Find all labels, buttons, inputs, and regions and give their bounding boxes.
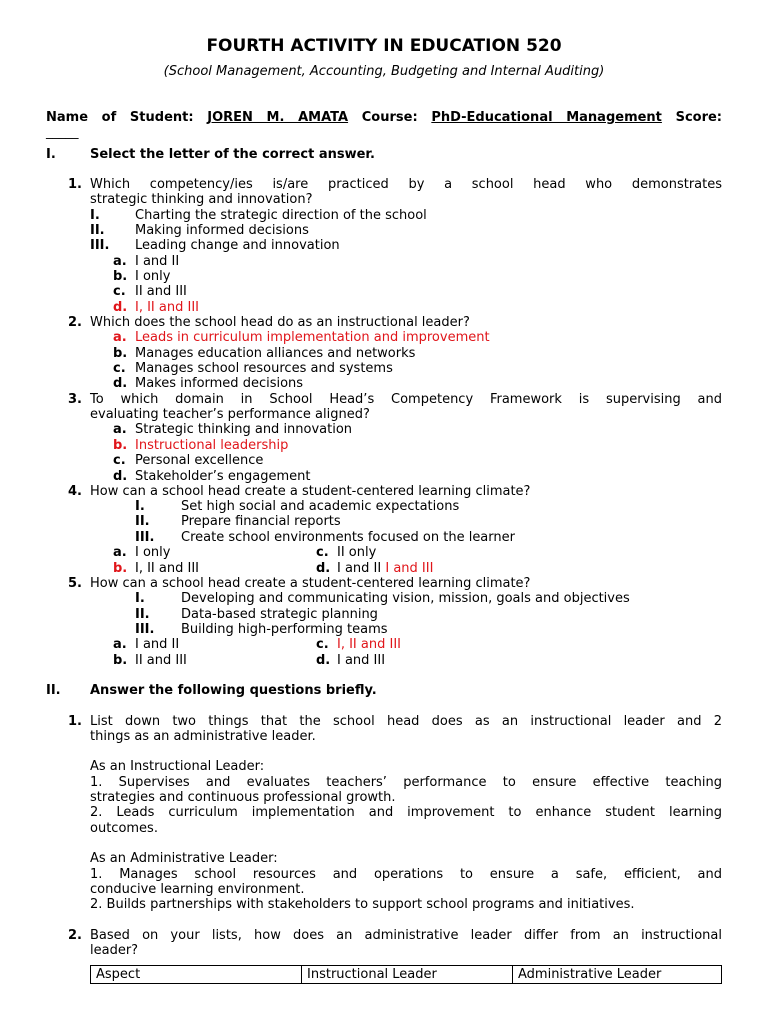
- choice-item: Leading change and innovation: [135, 238, 340, 253]
- option-letter: d.: [113, 376, 128, 391]
- choice-item: Charting the strategic direction of the school: [135, 208, 427, 223]
- roman-numeral: I.: [135, 499, 145, 514]
- question-number: 2.: [68, 315, 82, 330]
- option-text-answer: I, II and III: [337, 637, 401, 652]
- answer-text: outcomes.: [90, 821, 158, 836]
- option-text: Manages school resources and systems: [135, 361, 393, 376]
- question-text: things as an administrative leader.: [90, 729, 316, 744]
- question-text: leader?: [90, 943, 139, 958]
- table-header-cell: Aspect: [91, 966, 302, 984]
- option-text-answer: I, II and III: [135, 300, 199, 315]
- question-text: strategic thinking and innovation?: [90, 192, 313, 207]
- question-number: 2.: [68, 928, 82, 943]
- option-text: II only: [337, 545, 377, 560]
- choice-item: Data-based strategic planning: [181, 607, 378, 622]
- choice-item: Set high social and academic expectations: [181, 499, 460, 514]
- choice-item: Building high-performing teams: [181, 622, 388, 637]
- choice-item: Create school environments focused on the learner: [181, 530, 515, 545]
- score-label: Score:: [675, 110, 723, 125]
- choice-item: Developing and communicating vision, mission, goals and objectives: [181, 591, 630, 606]
- part2-numeral: II.: [46, 683, 61, 698]
- question-number: 3.: [68, 392, 82, 407]
- option-letter-answer: a.: [113, 330, 127, 345]
- answer-text: conducive learning environment.: [90, 882, 305, 897]
- option-letter: a.: [113, 637, 127, 652]
- instructional-heading: As an Instructional Leader:: [90, 759, 265, 774]
- question-text: evaluating teacher’s performance aligned?: [90, 407, 370, 422]
- option-text: I and III: [337, 653, 386, 668]
- answer-text: 2. Builds partnerships with stakeholders to support school programs and initiatives.: [90, 897, 635, 912]
- score-blank: _____: [46, 125, 79, 140]
- roman-numeral: II.: [135, 514, 150, 529]
- question-text: List down two things that the school head does as an instructional leader and 2: [90, 714, 722, 729]
- option-text: I and II: [135, 637, 180, 652]
- option-text: II and III: [135, 284, 187, 299]
- option-letter: b.: [113, 346, 128, 361]
- part1-numeral: I.: [46, 147, 56, 162]
- roman-numeral: II.: [90, 223, 105, 238]
- option-letter: c.: [113, 284, 126, 299]
- option-letter: d.: [113, 469, 128, 484]
- choice-item: Making informed decisions: [135, 223, 309, 238]
- option-letter: c.: [113, 453, 126, 468]
- option-letter: a.: [113, 545, 127, 560]
- table-header-cell: Instructional Leader: [302, 966, 513, 984]
- roman-numeral: III.: [135, 622, 155, 637]
- document-subtitle: (School Management, Accounting, Budgeting and Internal Auditing): [163, 64, 605, 79]
- roman-numeral: I.: [90, 208, 100, 223]
- answer-text: 1. Manages school resources and operations to ensure a safe, efficient, and: [90, 867, 722, 882]
- option-letter: b.: [113, 269, 128, 284]
- document-title: FOURTH ACTIVITY IN EDUCATION 520: [206, 36, 562, 56]
- administrative-heading: As an Administrative Leader:: [90, 851, 278, 866]
- answer-text: 1. Supervises and evaluates teachers’ performance to ensure effective teaching: [90, 775, 722, 790]
- roman-numeral: I.: [135, 591, 145, 606]
- option-text: I and II: [135, 254, 180, 269]
- table-header-row: [91, 966, 722, 984]
- student-info-line: [46, 110, 722, 125]
- roman-numeral: II.: [135, 607, 150, 622]
- question-text: How can a school head create a student-centered learning climate?: [90, 576, 531, 591]
- question-number: 1.: [68, 177, 82, 192]
- option-letter: a.: [113, 254, 127, 269]
- option-text: I only: [135, 269, 171, 284]
- option-text: Makes informed decisions: [135, 376, 304, 391]
- option-letter: c.: [113, 361, 126, 376]
- option-text: Stakeholder’s engagement: [135, 469, 311, 484]
- option-letter-answer: d.: [113, 300, 128, 315]
- option-text-answer: Leads in curriculum implementation and improvement: [135, 330, 490, 345]
- course-value: PhD-Educational Management: [431, 110, 662, 125]
- question-text: Which does the school head do as an instructional leader?: [90, 315, 470, 330]
- option-text: Strategic thinking and innovation: [135, 422, 353, 437]
- option-text-answer: Instructional leadership: [135, 438, 289, 453]
- option-letter: d.: [316, 561, 331, 576]
- choice-item: Prepare financial reports: [181, 514, 341, 529]
- question-number: 1.: [68, 714, 82, 729]
- question-text: To which domain in School Head’s Competency Framework is supervising and: [90, 392, 722, 407]
- option-letter: c.: [316, 545, 329, 560]
- student-name: JOREN M. AMATA: [207, 110, 349, 125]
- option-text: I, II and III: [135, 561, 199, 576]
- option-letter: a.: [113, 422, 127, 437]
- course-label: Course:: [361, 110, 418, 125]
- answer-text: strategies and continuous professional growth.: [90, 790, 396, 805]
- answer-text: 2. Leads curriculum implementation and improvement to enhance student learning: [90, 805, 722, 820]
- option-letter-answer: b.: [113, 438, 128, 453]
- roman-numeral: III.: [135, 530, 155, 545]
- part2-heading: Answer the following questions briefly.: [90, 683, 377, 698]
- part1-heading: Select the letter of the correct answer.: [90, 147, 375, 162]
- question-number: 5.: [68, 576, 82, 591]
- option-text: Personal excellence: [135, 453, 264, 468]
- name-label: Name of Student:: [46, 110, 194, 125]
- comparison-table: [90, 965, 722, 984]
- option-text: Manages education alliances and networks: [135, 346, 416, 361]
- option-letter: d.: [316, 653, 331, 668]
- question-text: Based on your lists, how does an administrative leader differ from an instructional: [90, 928, 722, 943]
- question-number: 4.: [68, 484, 82, 499]
- question-text: Which competency/ies is/are practiced by a school head who demonstrates: [90, 177, 722, 192]
- option-letter: c.: [316, 637, 329, 652]
- option-letter-answer: b.: [113, 561, 128, 576]
- option-text: II and III: [135, 653, 187, 668]
- option-text: I only: [135, 545, 171, 560]
- option-text: I and II: [337, 561, 382, 576]
- option-line: [337, 561, 433, 576]
- table-header-cell: Administrative Leader: [513, 966, 722, 984]
- answer-text: I and III: [385, 561, 434, 576]
- option-letter: b.: [113, 653, 128, 668]
- question-text: How can a school head create a student-centered learning climate?: [90, 484, 531, 499]
- roman-numeral: III.: [90, 238, 110, 253]
